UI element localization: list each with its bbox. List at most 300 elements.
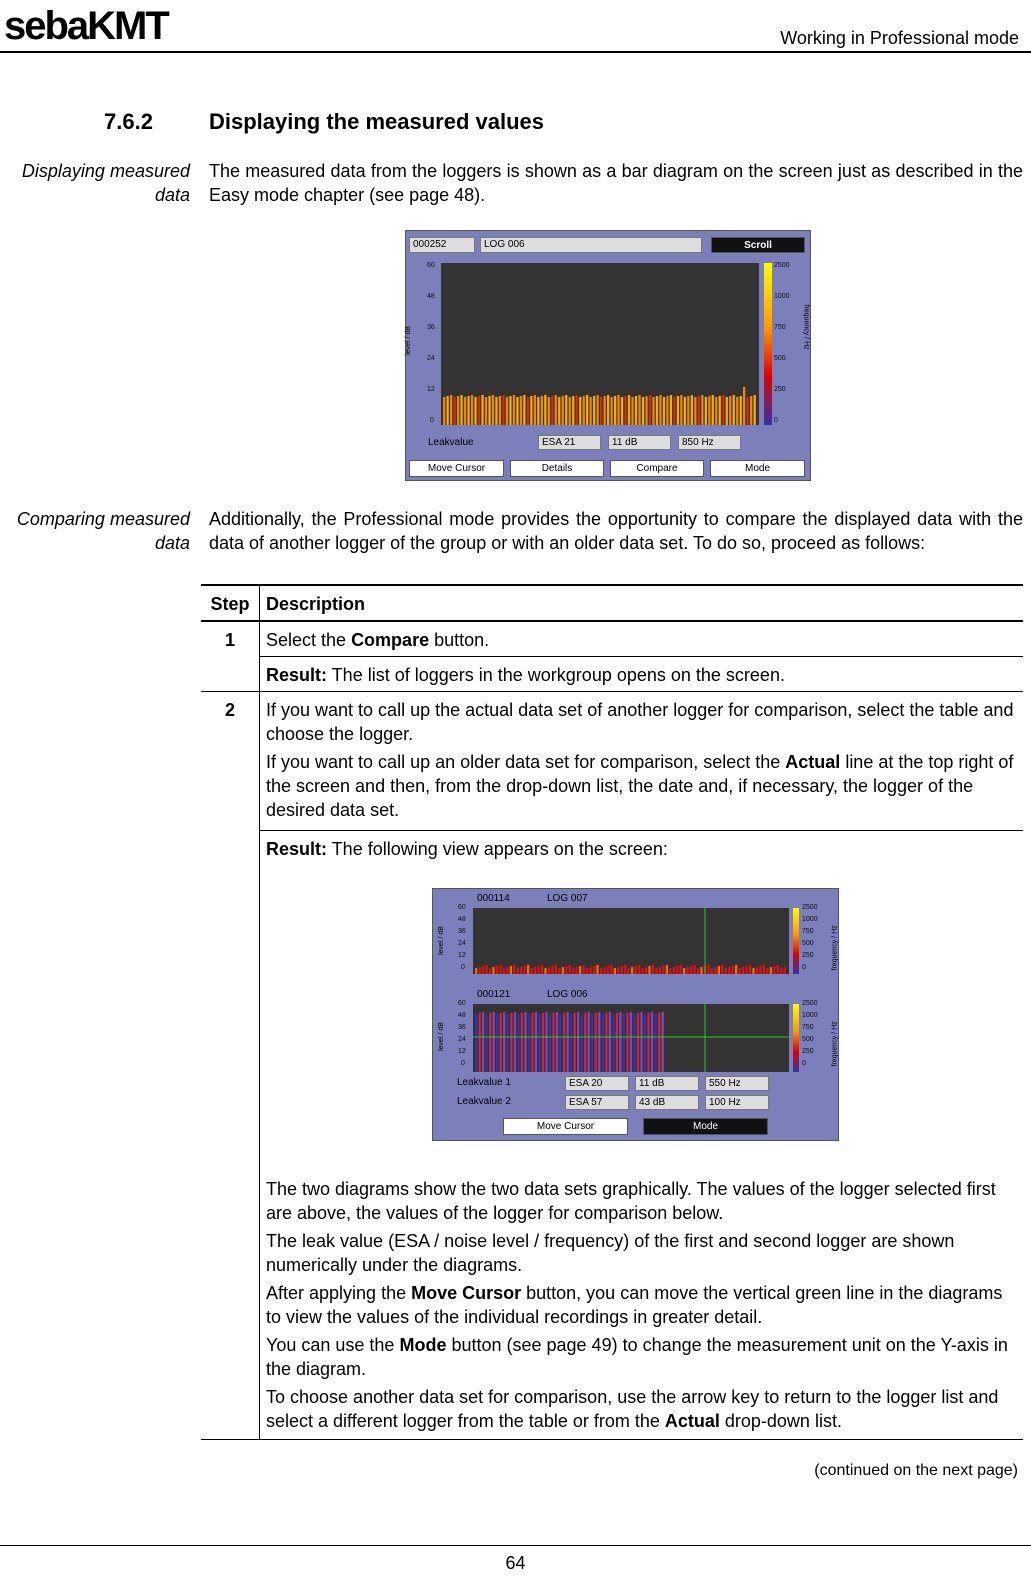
frequency-field: 850 Hz	[678, 435, 741, 450]
y-tick: 24	[427, 355, 435, 362]
level-bar	[609, 1012, 611, 1072]
level-bar	[496, 1014, 498, 1072]
level-bar	[586, 395, 588, 425]
level-bar	[624, 396, 626, 425]
level-bar	[593, 396, 595, 425]
level-bar	[514, 1012, 516, 1072]
level-bar	[766, 968, 768, 974]
level-bar	[499, 965, 501, 974]
y-tick: 12	[427, 386, 435, 393]
level-bar	[742, 967, 744, 974]
level-bar	[531, 968, 533, 974]
level-bar	[556, 1012, 558, 1072]
level-bar	[773, 966, 775, 974]
level-bar	[535, 1012, 537, 1072]
top-freq-tick: 2500	[802, 904, 818, 911]
level-bar	[754, 395, 756, 425]
level-bar	[598, 1012, 600, 1072]
level-bar	[677, 396, 679, 425]
chapter-header: Working in Professional mode	[780, 28, 1019, 48]
level-bar	[457, 396, 459, 425]
bottom-freq-tick: 1000	[802, 1012, 818, 1019]
compare-diagram-screenshot	[432, 888, 839, 1141]
level-bar	[628, 968, 630, 974]
level-bar	[502, 395, 504, 425]
level-bar	[593, 966, 595, 974]
freq-tick: 1000	[774, 293, 790, 300]
esa-2-field: ESA 57	[565, 1095, 629, 1110]
level-bar	[552, 1013, 554, 1072]
level-bar	[756, 967, 758, 974]
level-bar	[638, 395, 640, 425]
level-bar	[506, 397, 508, 425]
step-number: 2	[201, 692, 260, 1440]
bottom-freq-axis-label: frequency / Hz	[831, 1021, 839, 1067]
level-bar	[567, 1012, 569, 1072]
level-bar	[524, 1012, 526, 1072]
level-bar	[658, 1013, 660, 1072]
top-y-axis-label: level / dB	[437, 926, 445, 955]
level-bar	[719, 396, 721, 425]
level-bar	[544, 968, 546, 974]
level-bar	[496, 966, 498, 974]
level-bar	[481, 395, 483, 425]
level-bar	[602, 1014, 604, 1072]
level-bar	[711, 968, 713, 974]
level-bar	[635, 966, 637, 974]
level-bar	[527, 397, 529, 425]
level-bar	[617, 967, 619, 974]
level-bar	[649, 395, 651, 425]
level-bar	[562, 396, 564, 425]
y-tick: 60	[427, 262, 435, 269]
level-bar	[770, 967, 772, 974]
freq-tick: 500	[774, 355, 786, 362]
level-bar	[621, 397, 623, 425]
level-bar	[759, 966, 761, 974]
step-2-instruction: If you want to call up the actual data set of another logger for comparison, select the table and choose the logger. If you want to call up an older data set for comparison, select the Actual line at the top right of the screen and then, from the drop-down list, the date and, if necessary, the logger of the desired data set.	[266, 700, 1014, 820]
level-field: 11 dB	[608, 435, 671, 450]
step-header: Step	[201, 585, 260, 621]
freq-tick: 250	[774, 386, 786, 393]
level-bar	[729, 396, 731, 425]
level-bar	[506, 967, 508, 974]
level-bar	[745, 966, 747, 974]
level-bar	[591, 1014, 593, 1072]
level-bar	[626, 1013, 628, 1072]
level-bar	[652, 397, 654, 425]
compare-charts	[433, 889, 838, 1079]
level-bar	[492, 395, 494, 425]
level-bar	[595, 1013, 597, 1072]
level-bar	[570, 1014, 572, 1072]
bottom-y-tick: 48	[458, 1012, 466, 1019]
bottom-y-tick: 12	[458, 1048, 466, 1055]
level-bar	[616, 1013, 618, 1072]
y-axis-label: level / dB	[404, 326, 412, 355]
top-logger-id: 000114	[477, 893, 510, 904]
level-bar	[777, 965, 779, 974]
level-bar	[482, 1012, 484, 1072]
level-bar	[503, 1012, 505, 1072]
level-bar	[656, 396, 658, 425]
top-logger-name: LOG 007	[547, 893, 588, 904]
level-bar	[623, 1014, 625, 1072]
bottom-frequency-scale	[793, 1004, 799, 1072]
level-bar	[617, 395, 619, 425]
level-bar	[551, 966, 553, 974]
level-bar	[637, 1013, 639, 1072]
level-bar	[545, 1012, 547, 1072]
bottom-y-tick: 36	[458, 1024, 466, 1031]
top-freq-tick: 1000	[802, 916, 818, 923]
top-freq-tick: 750	[802, 928, 814, 935]
level-bar	[673, 967, 675, 974]
level-bar	[447, 396, 449, 425]
level-bar	[684, 397, 686, 425]
leakvalue-2-label: Leakvalue 2	[457, 1096, 511, 1107]
esa-1-field: ESA 20	[565, 1076, 629, 1091]
level-bar	[621, 966, 623, 974]
level-bar	[683, 968, 685, 974]
level-bar	[749, 965, 751, 974]
level-bar	[460, 395, 462, 425]
level-bar	[673, 397, 675, 425]
level-bar	[579, 397, 581, 425]
level-bar	[728, 967, 730, 974]
step-2-result: Result: The following view appears on the screen: The two diagrams show the two data sets graphically. The values of the logger selected first are above, the values of the logger for comparison below. The leak value (ESA / noise level / frequency) of the first and second logger are shown numerically under the diagrams. After applying the Move Cursor button, you can move the vertical green line in the diagrams to view the values of the individual recordings in greater detail. You can use the Mode button (see page 49) to change the measurement unit on the Y-axis in the diagram. To choose another data set for comparison, use the arrow key to return to the logger list and select a different logger from the table or from the Actual drop-down list.	[266, 839, 1008, 1431]
top-y-tick: 60	[458, 904, 466, 911]
level-bar	[610, 965, 612, 974]
level-bar	[614, 396, 616, 425]
level-bar	[450, 395, 452, 425]
level-bar	[680, 965, 682, 974]
level-bar	[583, 965, 585, 974]
level-bar	[558, 397, 560, 425]
level-bar	[725, 968, 727, 974]
freq-tick: 0	[774, 417, 778, 424]
logger-id-field: 000252	[409, 237, 475, 253]
level-bar	[659, 967, 661, 974]
level-bar	[531, 1013, 533, 1072]
level-bar	[645, 967, 647, 974]
top-freq-tick: 0	[802, 964, 806, 971]
y-tick: 0	[430, 417, 434, 424]
level-bar	[700, 967, 702, 974]
level-bar	[527, 965, 529, 974]
top-chart-area	[473, 908, 789, 974]
level-bar	[642, 397, 644, 425]
freq-tick: 2500	[774, 262, 790, 269]
level-bar	[565, 966, 567, 974]
level-bar	[670, 395, 672, 425]
mode-button[interactable]: Mode	[643, 1118, 768, 1135]
level-bar	[736, 397, 738, 425]
level-bar	[607, 966, 609, 974]
bar-chart	[406, 257, 810, 427]
level-bar	[739, 968, 741, 974]
level-bar	[544, 395, 546, 425]
level-bar	[485, 397, 487, 425]
level-bar	[478, 396, 480, 425]
level-bar	[548, 397, 550, 425]
level-bar	[486, 1014, 488, 1072]
level-bar	[597, 395, 599, 425]
level-bar	[586, 968, 588, 974]
frequency-2-field: 100 Hz	[705, 1095, 769, 1110]
level-2-field: 43 dB	[635, 1095, 699, 1110]
level-bar	[612, 1014, 614, 1072]
level-bar	[733, 395, 735, 425]
bottom-freq-tick: 0	[802, 1060, 806, 1067]
level-bar	[555, 395, 557, 425]
level-bar	[492, 967, 494, 974]
level-bar	[530, 396, 532, 425]
level-bar	[479, 967, 481, 974]
details-button[interactable]: Details	[510, 460, 604, 477]
compare-button[interactable]: Compare	[610, 460, 704, 477]
compare-paragraph: Additionally, the Professional mode provides the opportunity to compare the displayed data with the data of another logger of the group or with an older data set. To do so, proceed as follows:	[209, 509, 1023, 553]
level-bar	[565, 395, 567, 425]
level-bar	[631, 967, 633, 974]
bottom-freq-tick: 2500	[802, 1000, 818, 1007]
level-bar	[537, 397, 539, 425]
level-bar	[488, 396, 490, 425]
bottom-y-tick: 24	[458, 1036, 466, 1043]
top-y-tick: 12	[458, 952, 466, 959]
level-bar	[705, 397, 707, 425]
level-bar	[563, 1013, 565, 1072]
level-bar	[579, 966, 581, 974]
level-bar	[654, 1014, 656, 1072]
level-bar	[542, 1013, 544, 1072]
level-bar	[631, 397, 633, 425]
level-bar	[590, 397, 592, 425]
level-bar	[640, 1012, 642, 1072]
level-bar	[581, 1014, 583, 1072]
level-bar	[584, 1013, 586, 1072]
esa-field: ESA 21	[538, 435, 601, 450]
leakvalue-label: Leakvalue	[428, 437, 474, 448]
level-bar	[521, 1013, 523, 1072]
level-bar	[528, 1014, 530, 1072]
level-bar	[513, 965, 515, 974]
header-rule	[0, 51, 1031, 53]
level-bar	[534, 967, 536, 974]
level-bar	[750, 396, 752, 425]
level-bar	[718, 966, 720, 974]
level-bar	[652, 965, 654, 974]
level-bar	[628, 395, 630, 425]
level-bar	[600, 397, 602, 425]
intro-paragraph: The measured data from the loggers is shown as a bar diagram on the screen just as described in the Easy mode chapter (see page 48).	[209, 161, 1023, 205]
level-bar	[662, 1012, 664, 1072]
level-bar	[549, 1014, 551, 1072]
level-bar	[607, 395, 609, 425]
level-bar	[485, 965, 487, 974]
level-bar	[500, 1013, 502, 1072]
level-bar	[752, 968, 754, 974]
level-bar	[520, 967, 522, 974]
level-bar	[680, 395, 682, 425]
level-bar	[651, 1012, 653, 1072]
level-bar	[701, 395, 703, 425]
seba-kmt-logo: sebaKMT	[4, 4, 168, 48]
level-bar	[698, 396, 700, 425]
level-bar	[604, 396, 606, 425]
footer-rule	[0, 1545, 1031, 1546]
level-bar	[663, 397, 665, 425]
level-bar	[467, 396, 469, 425]
move-cursor-button[interactable]: Move Cursor	[409, 460, 504, 477]
level-bar	[603, 967, 605, 974]
description-header: Description	[266, 594, 366, 614]
level-bar	[569, 397, 571, 425]
top-freq-axis-label: frequency / Hz	[831, 925, 839, 971]
level-bar	[541, 396, 543, 425]
level-bar	[454, 397, 456, 425]
leakvalue-1-label: Leakvalue 1	[457, 1077, 511, 1088]
level-bar	[574, 1013, 576, 1072]
mode-button[interactable]: Mode	[710, 460, 805, 477]
level-bar	[659, 395, 661, 425]
top-y-tick: 36	[458, 928, 466, 935]
top-freq-tick: 250	[802, 952, 814, 959]
page-number: 64	[505, 1553, 526, 1573]
level-bar	[537, 966, 539, 974]
level-bar	[482, 966, 484, 974]
level-bar	[666, 396, 668, 425]
freq-tick: 750	[774, 324, 786, 331]
level-bar	[691, 395, 693, 425]
move-cursor-button[interactable]: Move Cursor	[503, 1118, 628, 1135]
level-bar	[524, 966, 526, 974]
level-bar	[600, 968, 602, 974]
level-bar	[669, 968, 671, 974]
level-bar	[513, 395, 515, 425]
section-title: Displaying the measured values	[209, 109, 545, 134]
level-bar	[516, 397, 518, 425]
margin-note-displaying: Displaying measured data	[21, 161, 190, 205]
continued-note: (continued on the next page)	[814, 1462, 1018, 1479]
level-bar	[596, 965, 598, 974]
level-bar	[475, 1014, 477, 1072]
level-bar	[721, 965, 723, 974]
level-bar	[630, 1012, 632, 1072]
level-bar	[503, 968, 505, 974]
level-bar	[780, 968, 782, 974]
level-bar	[624, 965, 626, 974]
level-bar	[644, 1014, 646, 1072]
level-bar	[740, 396, 742, 425]
top-frequency-scale	[793, 908, 799, 974]
level-bar	[475, 968, 477, 974]
level-bar	[474, 397, 476, 425]
level-bar	[576, 395, 578, 425]
level-bar	[633, 1014, 635, 1072]
level-bar	[784, 967, 786, 974]
level-bar	[687, 967, 689, 974]
level-bar	[708, 396, 710, 425]
y-tick: 36	[427, 324, 435, 331]
level-bar	[726, 397, 728, 425]
top-freq-tick: 500	[802, 940, 814, 947]
level-bar	[569, 965, 571, 974]
level-bar	[743, 387, 745, 425]
level-bar	[583, 396, 585, 425]
level-bar	[635, 396, 637, 425]
level-bar	[662, 966, 664, 974]
level-bar	[605, 1013, 607, 1072]
level-bar	[559, 1014, 561, 1072]
level-bar	[589, 967, 591, 974]
level-bar	[676, 966, 678, 974]
level-bar	[520, 396, 522, 425]
single-diagram-screenshot	[405, 230, 811, 481]
level-bar	[707, 965, 709, 974]
level-bar	[735, 965, 737, 974]
level-bar	[641, 968, 643, 974]
level-bar	[722, 395, 724, 425]
level-bar	[747, 397, 749, 425]
level-bar	[648, 966, 650, 974]
level-bar	[572, 396, 574, 425]
level-bar	[479, 1013, 481, 1072]
bottom-logger-name: LOG 006	[547, 989, 588, 1000]
freq-axis-label: frequency / Hz	[802, 304, 810, 350]
level-bar	[495, 397, 497, 425]
level-bar	[523, 395, 525, 425]
level-bar	[690, 966, 692, 974]
level-bar	[510, 966, 512, 974]
level-bar	[697, 968, 699, 974]
bottom-y-tick: 0	[461, 1060, 465, 1067]
level-bar	[666, 965, 668, 974]
level-bar	[555, 965, 557, 974]
level-bar	[693, 965, 695, 974]
bottom-freq-tick: 750	[802, 1024, 814, 1031]
level-bar	[577, 1012, 579, 1072]
level-bar	[638, 965, 640, 974]
bottom-freq-tick: 250	[802, 1048, 814, 1055]
level-bar	[509, 396, 511, 425]
level-bar	[687, 396, 689, 425]
level-bar	[443, 397, 445, 425]
top-y-tick: 24	[458, 940, 466, 947]
level-bar	[712, 395, 714, 425]
level-bar	[489, 968, 491, 974]
level-bar	[576, 967, 578, 974]
level-bar	[619, 1012, 621, 1072]
frequency-1-field: 550 Hz	[705, 1076, 769, 1091]
level-bar	[493, 1012, 495, 1072]
level-bar	[541, 965, 543, 974]
step-1-instruction: Select the Compare button.	[266, 630, 490, 650]
level-bar	[499, 396, 501, 425]
logger-name-field: LOG 006	[480, 237, 702, 253]
level-bar	[507, 1014, 509, 1072]
level-bar	[647, 1013, 649, 1072]
scroll-button[interactable]: Scroll	[711, 237, 805, 253]
level-bar	[611, 397, 613, 425]
level-bar	[471, 395, 473, 425]
level-bar	[645, 396, 647, 425]
level-bar	[548, 967, 550, 974]
bottom-y-tick: 60	[458, 1000, 466, 1007]
top-y-tick: 48	[458, 916, 466, 923]
level-bar	[714, 967, 716, 974]
level-bar	[763, 965, 765, 974]
